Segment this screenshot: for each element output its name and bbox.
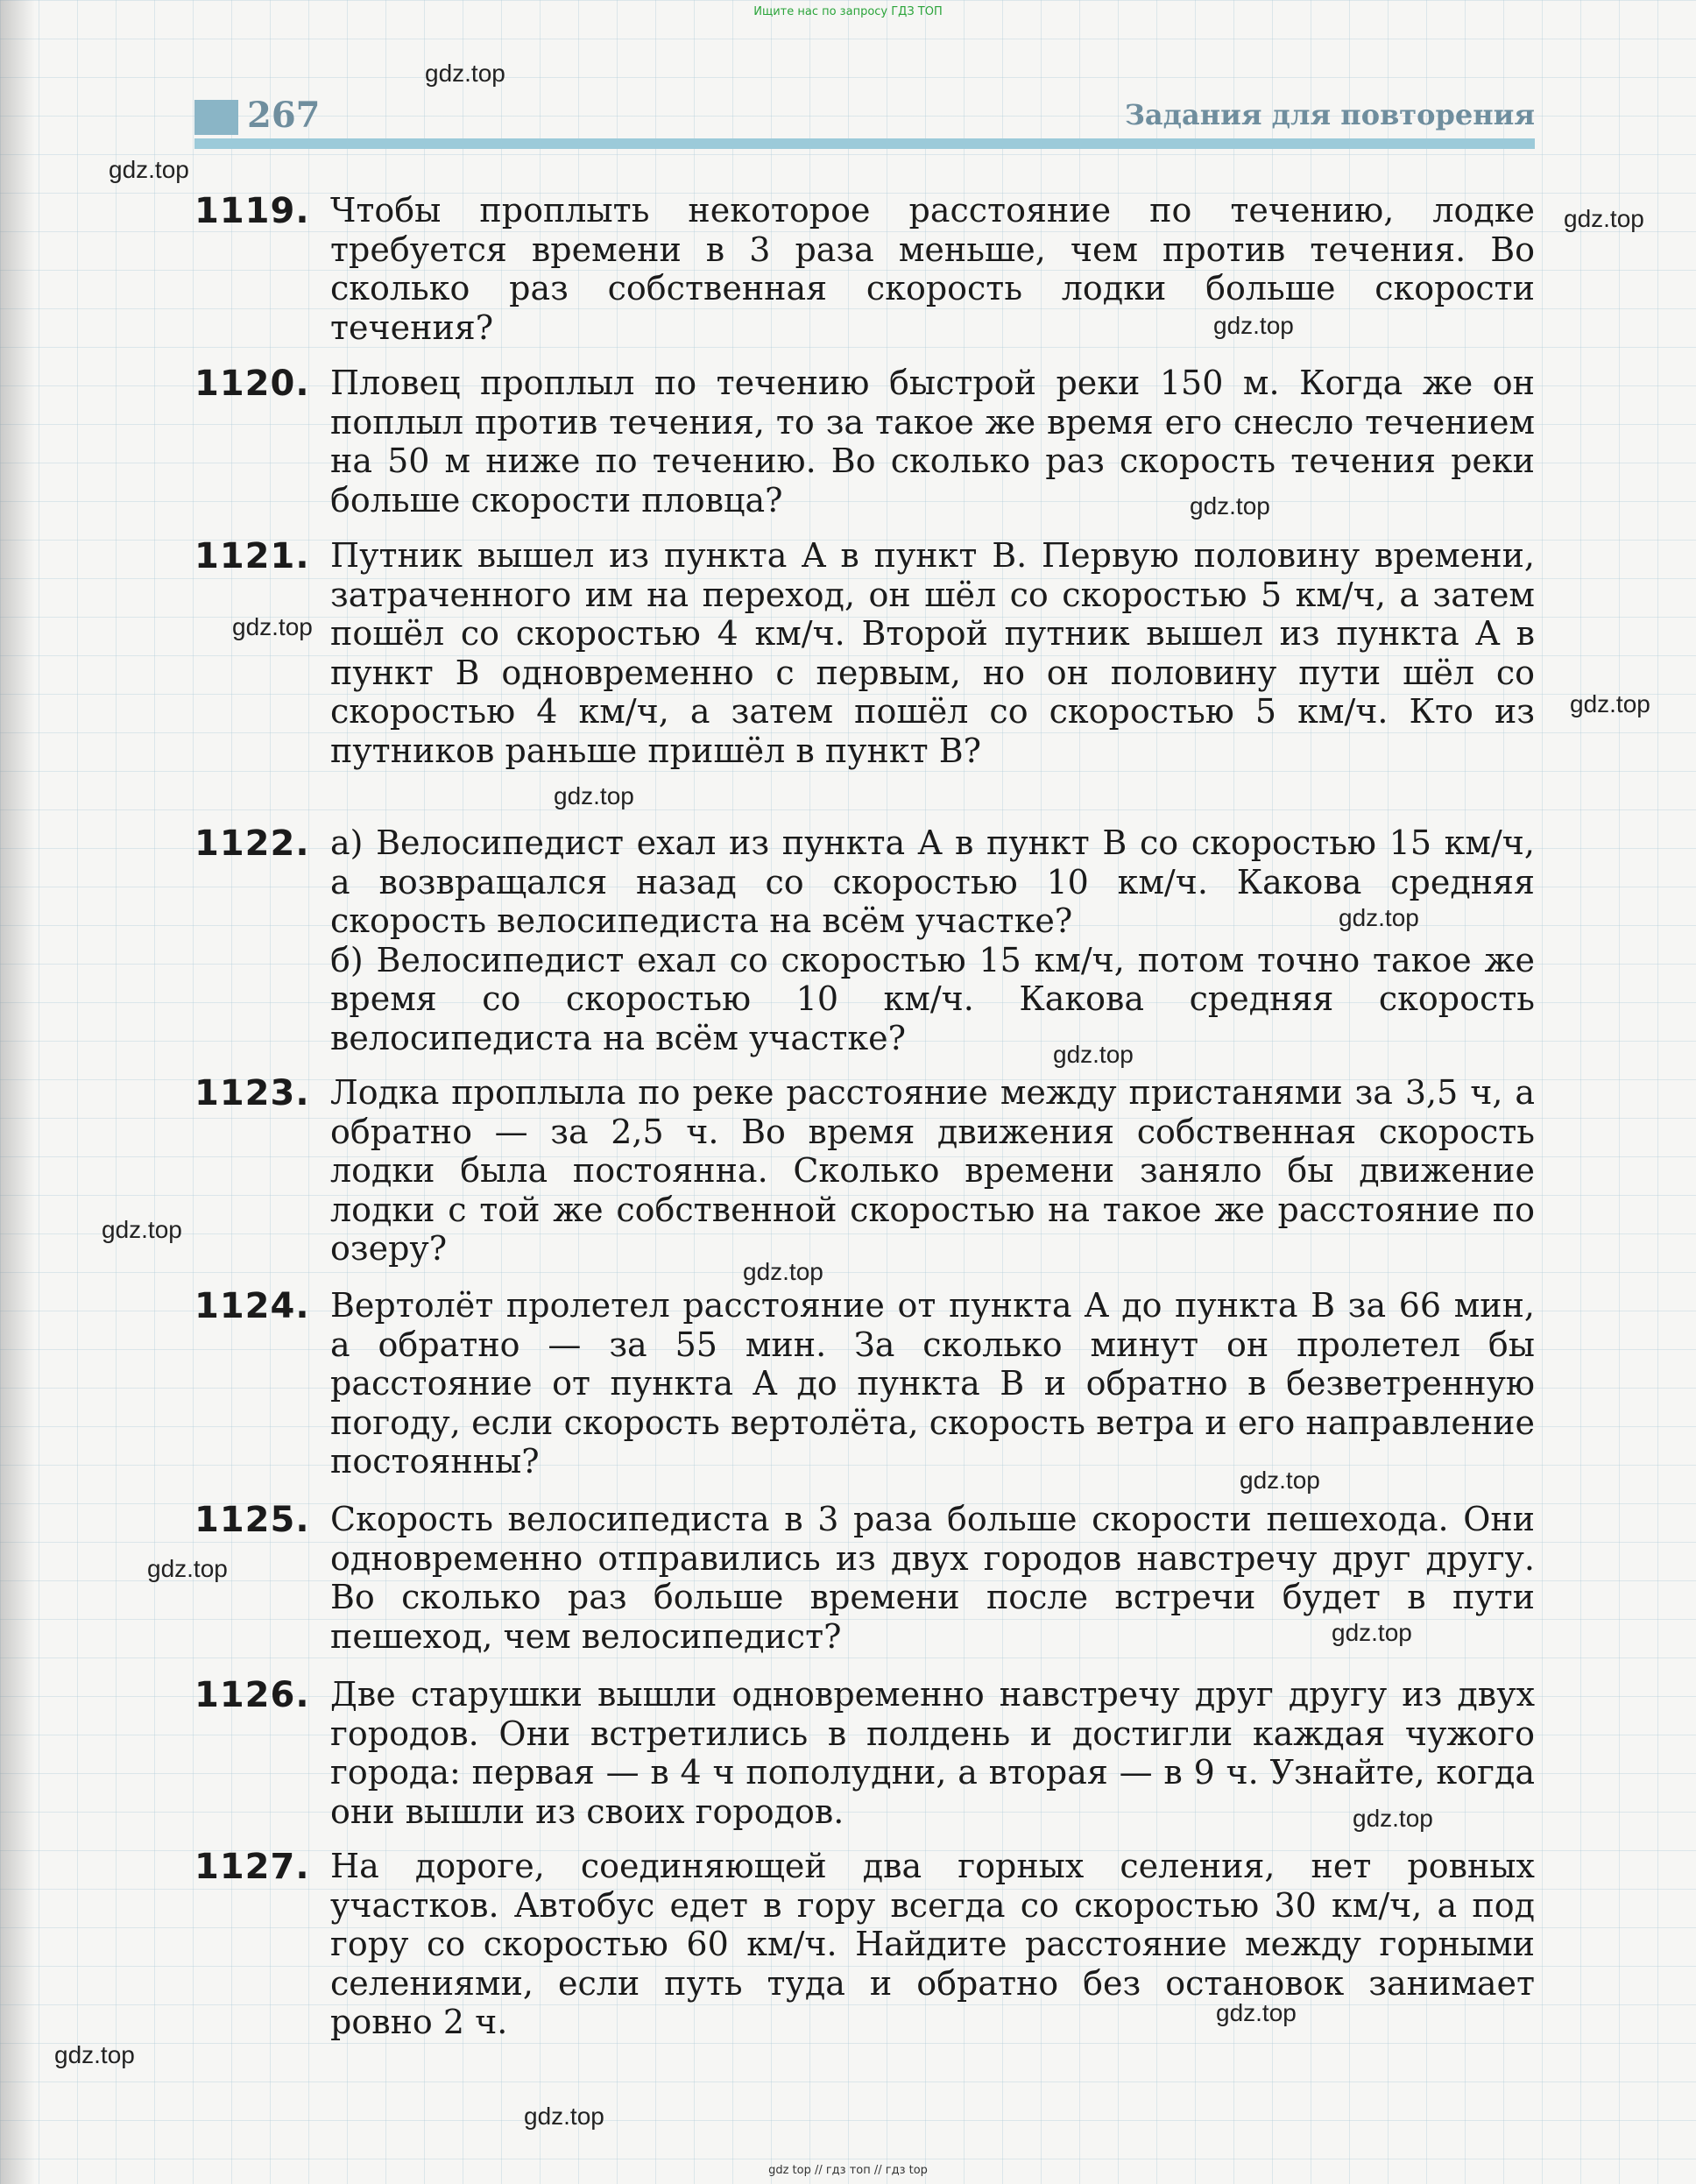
- problem-text: [330, 364, 1535, 519]
- problem-number: 1123.: [194, 1073, 310, 1113]
- problem-part-b: б) Велосипедист ехал со скоростью 15 км/ч, потом точно такое же время со скоростью 10 км/ч. Какова средняя скорость велосипедиста на всём участке?: [330, 940, 1535, 1057]
- problem-1122: [194, 823, 1535, 1057]
- watermark: gdz.top: [1332, 1619, 1412, 1646]
- problem-text: [330, 191, 1535, 347]
- watermark: gdz.top: [1190, 492, 1270, 519]
- watermark: gdz.top: [102, 1216, 182, 1243]
- page-header: [194, 95, 1535, 144]
- section-title: Задания для повторения: [1124, 98, 1535, 131]
- problem-number: 1120.: [194, 364, 310, 404]
- problem-text: [330, 823, 1535, 1057]
- problem-number: 1127.: [194, 1847, 310, 1887]
- page-number-marker: [194, 100, 238, 135]
- watermark: gdz.top: [1216, 1999, 1297, 2026]
- watermark: gdz.top: [147, 1555, 228, 1582]
- problem-number: 1121.: [194, 536, 310, 576]
- watermark: gdz.top: [554, 782, 634, 809]
- problem-paragraph: Чтобы проплыть некоторое расстояние по течению, лодке требуется времени в 3 раза меньше, чем против течения. Во сколько раз собственная скорость лодки больше скорости течения?: [330, 191, 1535, 347]
- problem-number: 1126.: [194, 1675, 310, 1715]
- problem-paragraph: На дороге, соединяющей два горных селения, нет ровных участков. Автобус едет в гору всегда со скоростью 30 км/ч, а под гору со скоростью 60 км/ч. Найдите расстояние между горными селениями, если путь туда и обратно без остановок занимает ровно 2 ч.: [330, 1847, 1535, 2041]
- watermark: gdz.top: [109, 156, 189, 183]
- problem-paragraph: Вертолёт пролетел расстояние от пункта A до пункта B за 66 мин, а обратно — за 55 мин. За сколько минут он пролетел бы расстояние от пункта A до пункта B и обратно в безветренную погоду, если скорость вертолёта, скорость ветра и его направление постоянны?: [330, 1286, 1535, 1481]
- problem-1119: [194, 191, 1535, 347]
- bottom-note: gdz top // гдз топ // гдз top: [768, 2164, 928, 2177]
- watermark: gdz.top: [1053, 1041, 1134, 1068]
- problem-number: 1124.: [194, 1286, 310, 1326]
- watermark: gdz.top: [743, 1258, 823, 1285]
- problem-1121: [194, 536, 1535, 770]
- watermark: gdz.top: [1213, 312, 1294, 339]
- watermark: gdz.top: [1564, 205, 1644, 232]
- problem-number: 1119.: [194, 191, 310, 231]
- watermark: gdz.top: [1240, 1467, 1320, 1494]
- problem-paragraph: Путник вышел из пункта A в пункт B. Первую половину времени, затраченного им на переход, он шёл со скоростью 5 км/ч, а затем пошёл со скоростью 4 км/ч. Второй путник вышел из пункта A в пункт B одновременно с первым, но он половину пути шёл со скоростью 4 км/ч, а затем пошёл со скоростью 5 км/ч. Кто из путников раньше пришёл в пункт B?: [330, 536, 1535, 770]
- top-note: Ищите нас по запросу ГДЗ ТОП: [753, 5, 943, 18]
- problem-text: [330, 1847, 1535, 2042]
- problem-paragraph: Пловец проплыл по течению быстрой реки 150 м. Когда же он поплыл против течения, то за такое же время его снесло течением на 50 м ниже по течению. Во сколько раз скорость течения реки больше скорости пловца?: [330, 364, 1535, 519]
- watermark: gdz.top: [232, 613, 313, 640]
- watermark: gdz.top: [1339, 904, 1419, 931]
- watermark: gdz.top: [425, 60, 505, 87]
- problem-1124: [194, 1286, 1535, 1481]
- watermark: gdz.top: [524, 2103, 604, 2130]
- problem-paragraph: Две старушки вышли одновременно навстречу друг другу из двух городов. Они встретились в полдень и достигли каждая чужого города: первая — в 4 ч пополудни, а вторая — в 9 ч. Узнайте, когда они вышли из своих городов.: [330, 1675, 1535, 1831]
- watermark: gdz.top: [54, 2041, 135, 2068]
- watermark: gdz.top: [1570, 690, 1650, 717]
- problem-number: 1122.: [194, 823, 310, 864]
- problem-text: [330, 1073, 1535, 1269]
- problem-paragraph: Скорость велосипедиста в 3 раза больше скорости пешехода. Они одновременно отправились из двух городов навстречу друг другу. Во сколько раз больше времени после встречи будет в пути пешеход, чем велосипедист?: [330, 1500, 1535, 1656]
- problem-1123: [194, 1073, 1535, 1269]
- problem-text: [330, 1286, 1535, 1481]
- problem-1120: [194, 364, 1535, 519]
- watermark: gdz.top: [1353, 1805, 1433, 1832]
- page-number: 267: [247, 95, 321, 136]
- header-rule: [194, 138, 1535, 149]
- problem-part-a: а) Велосипедист ехал из пункта A в пункт B со скоростью 15 км/ч, а возвращался назад со скоростью 10 км/ч. Какова средняя скорость велосипедиста на всём участке?: [330, 823, 1535, 940]
- problem-text: [330, 536, 1535, 770]
- page-edge-shadow: [0, 0, 35, 2184]
- problem-1126: [194, 1675, 1535, 1831]
- problem-paragraph: Лодка проплыла по реке расстояние между пристанями за 3,5 ч, а обратно — за 2,5 ч. Во время движения собственная скорость лодки была постоянна. Сколько времени заняло бы движение лодки с той же собственной скоростью на такое же расстояние по озеру?: [330, 1073, 1535, 1268]
- problem-1127: [194, 1847, 1535, 2042]
- problem-number: 1125.: [194, 1500, 310, 1540]
